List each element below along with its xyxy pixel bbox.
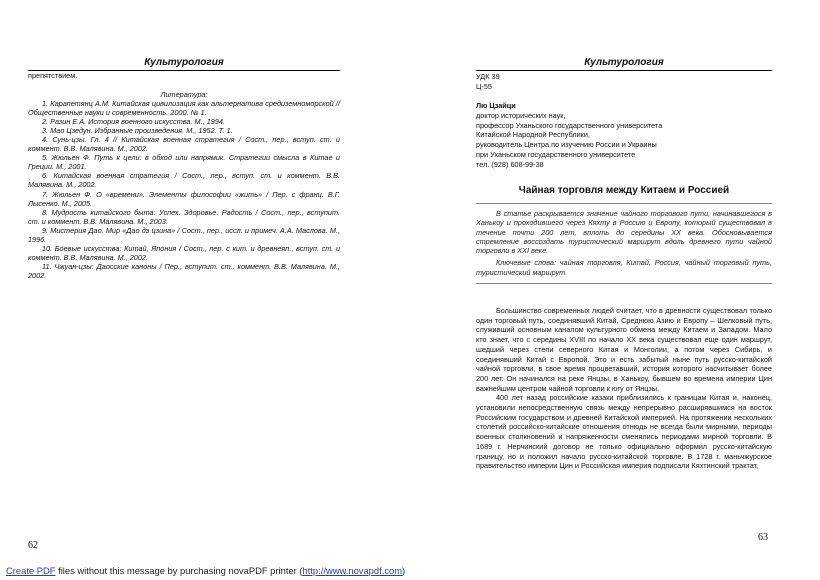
body-paragraph: Большинство современных людей считает, что в древности существовал только один торговый путь, соединявший Китай, Среднюю Азию и Европу – Шелковый путь, служивший основным каналом культурного обмена между Китаем и Западом. Мало кто знает, что с середины XVIII по начало XX века существовал еще один маршрут, шедший через степи северного Китая и Монголии, а потом через Сибирь, и соединявший Китай с Европой. Это и есть забытый ныне путь русско-китайской чайной торговли, в свое время процветавший, история которого насчитывает более 200 лет. Он начинался на реке Янцзы, в Ханькоу, бывшем во времена империи Цин важнейшим центром чайной торговли к югу от Янцзы. [476, 306, 772, 393]
right-page-number: 63 [758, 532, 768, 543]
continuation-text: препятствием. [28, 71, 78, 80]
reference-item: 1. Карапетянц А.М. Китайская цивилизация как альтернатива средиземноморской // Общественные науки и современность. 2000. № 1. [28, 99, 340, 118]
right-running-header: Культурология [476, 57, 772, 71]
reference-item: 11. Чжуан-цзы: Даосские каноны / Пер., вступит. ст., коммент. В.В. Малявина. М., 2002. [28, 261, 340, 280]
keywords: Ключевые слова: чайная торговля, Китай, Россия, чайный торговый путь, туристический маршрут. [476, 258, 772, 277]
reference-item: 4. Сунь-цзы. Гл. 4 // Китайская военная стратегия / Сост., пер., вступ. ст. и коммент. В.В. Малявина. М., 2002. [28, 135, 340, 154]
article-title: Чайная торговля между Китаем и Россией [518, 185, 730, 196]
author-line: профессор Уханьского государственного университета [476, 120, 663, 130]
author-line: Китайской Народной Республики, [476, 130, 590, 140]
author-phone: тел. (928) 608-99-38 [476, 159, 544, 169]
reference-item: 8. Мудрость китайского быта: Успех. Здоровье. Радость / Сост., пер., вступит. ст. и коммент. В.В. Малявина. М., 2003. [28, 207, 340, 226]
author-affiliation [476, 111, 662, 169]
references-title: Литература: [160, 90, 208, 99]
abstract-text: В статье раскрывается значение чайного торгового пути, начинавшегося в Ханькоу и проходившего через Кяхту в Россию и Европу, который существовал в течение почти 200 лет, вплоть до середины XX века. Обосновывается стремление воссоздать туристический маршрут вдоль древнего пути чайной торговли в XXI веке. [476, 209, 772, 256]
reference-item: 10. Боевые искусства: Китай, Япония / Сост., пер. с кит. и древнеяп., вступ. ст. и коммент. В.В. Малявина. М., 2002. [28, 243, 340, 262]
novapdf-url-link[interactable]: http://www.novapdf.com [302, 565, 403, 576]
reference-item: 3. Мао Цзедун. Избранные произведения. М., 1952. Т. 1. [42, 126, 233, 136]
author-line: руководитель Центра по изучению России и Украины [476, 140, 657, 150]
reference-item: 6. Китайская военная стратегия / Сост., пер., вступ. ст. и коммент. В.В. Малявина. М., 2002. [28, 171, 340, 190]
reference-item: 5. Жюльен Ф. Путь к цели: в обход или напрямик. Стратегии смысла в Китае и Греции. М., 2001. [28, 153, 340, 172]
article-body [476, 306, 772, 471]
create-pdf-link[interactable]: Create PDF [6, 565, 56, 576]
reference-item: 7. Жюльен Ф. О «времени». Элементы философии «жить» / Пер. с франц. В.Г. Лысенко. М., 2005. [28, 189, 340, 208]
left-page-number: 62 [28, 540, 38, 551]
abstract-block [476, 203, 772, 284]
author-line: доктор исторических наук, [476, 111, 566, 120]
author-name: Лю Цзайци [476, 101, 516, 110]
classification-code: Ц-55 [476, 82, 492, 91]
udk-code: УДК 39 [476, 72, 500, 81]
left-running-header: Культурология [28, 57, 340, 71]
left-page [28, 0, 340, 560]
references-list [28, 90, 340, 280]
author-line: при Уханьском государственного университете [476, 149, 636, 159]
footer-text: files without this message by purchasing novaPDF printer ( [55, 565, 303, 576]
reference-item: 9. Мистерия Дао. Мир «Дао дэ цзина» / Сост., пер., иссл. и примеч. А.А. Маслова. М., 1996. [28, 225, 340, 244]
footer-text-end: ) [402, 565, 406, 576]
reference-item: 2. Разин Е.А. История военного искусства. М., 1994. [42, 117, 225, 127]
novapdf-footer [6, 565, 405, 576]
body-paragraph: 400 лет назад российские казаки приблизились к границам Китая и, наконец, установили непосредственную связь между непрерывно расширявшимся на восток Российским государством и древней Китайской империей. На протяжении нескольких столетий российско-китайские отношения отнюдь не всегда были мирными, периоды военных столкновений и напряженности сменялись периодами мирной торговли. В 1689 г. Нерчинский договор не только официально оформил русско-китайскую границу, но и положил начало русско-китайской торговле. В 1728 г. маньчжурское правительство империи Цин и Российская империя подписали Кяхтинский трактат, [476, 393, 772, 471]
right-page [476, 0, 772, 560]
